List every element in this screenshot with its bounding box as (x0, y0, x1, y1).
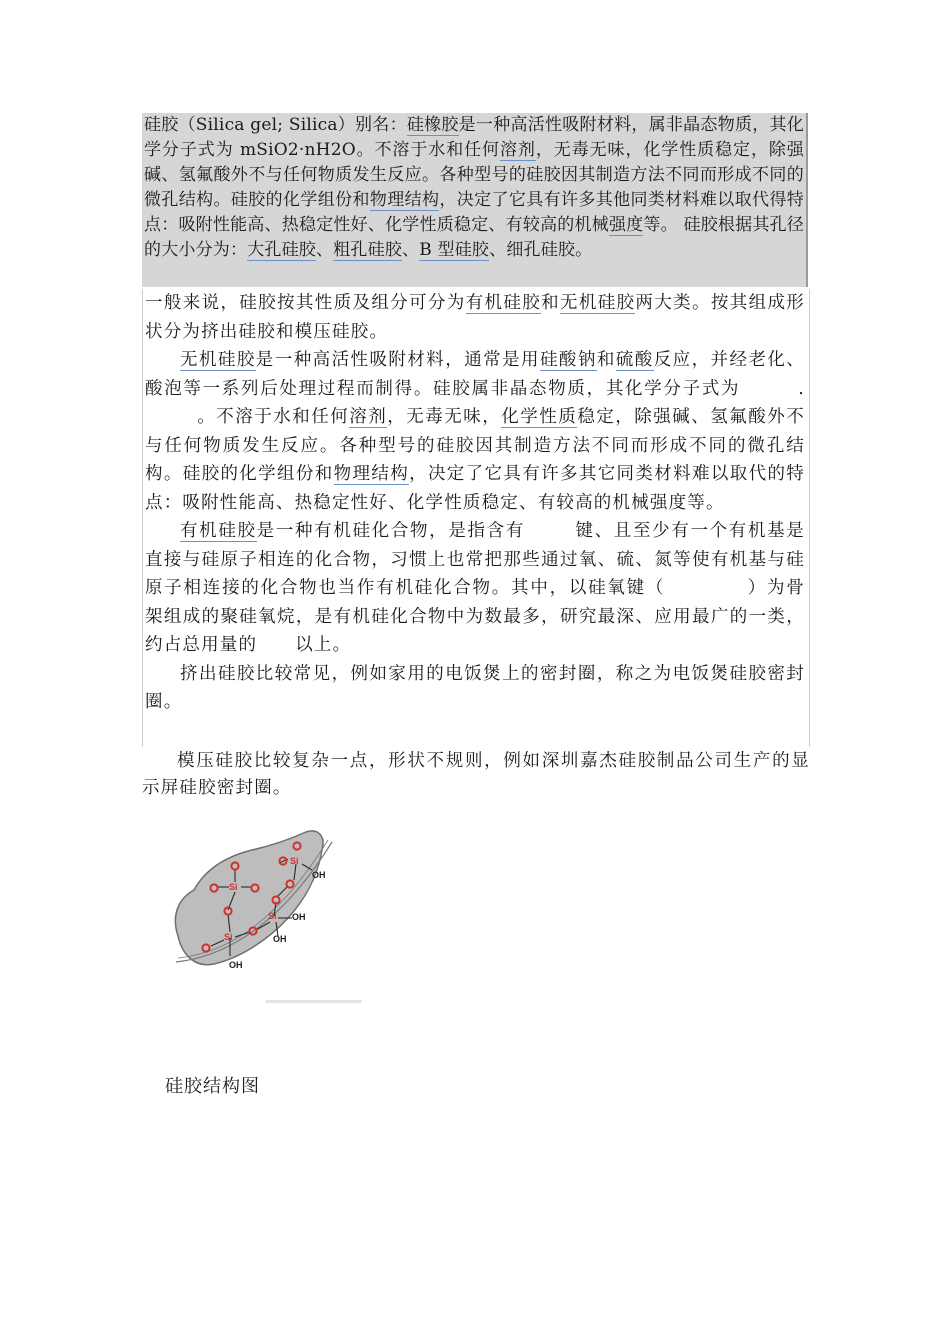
hydroxyl-label: OH (273, 934, 287, 944)
body-text-block (142, 289, 810, 747)
silica-structure-diagram (166, 818, 366, 1018)
link-inorganic-silica[interactable]: 无机硅胶 (559, 293, 636, 313)
text-run: ，决定了它具有许多其它同类材料难以取代的特点：吸附性能高、热稳定性好、化学性质稳定、有较高的机械强度等。 (145, 464, 806, 513)
link-macroporous-silica[interactable]: 大孔硅胶 (247, 240, 317, 260)
hydroxyl-label: OH (312, 870, 326, 880)
silicon-atom-label: Si (268, 911, 277, 921)
link-solvent[interactable]: 溶剂 (499, 140, 536, 160)
text-run: 、 (316, 240, 334, 260)
link-silicone-rubber[interactable]: 硅橡胶 (406, 115, 459, 135)
text-run: 和 (541, 293, 560, 313)
link-sulfuric-acid[interactable]: 硫酸 (615, 350, 654, 370)
text-run: 反应，并经老化、酸泡等一系列后处理过程而制得。硅胶属非晶态物质，其化学分子式为 (145, 350, 806, 399)
paragraph-extruded-silica: 挤出硅胶比较常见，例如家用的电饭煲上的密封圈，称之为电饭煲硅胶密封圈。 (145, 663, 805, 712)
link-type-b-silica[interactable]: B 型硅胶 (419, 240, 490, 260)
text-run: 键、且至少有一个有机基是直接与硅原子相连的化合物，习惯上也常把那些通过氧、硫、氮等使有机基与硅原子相连接的化合物也当作有机硅化合物。其中，以硅氧键（ (145, 521, 805, 598)
text-run: 、细孔硅胶。 (489, 240, 593, 260)
text-run: 是一种有机硅化合物，是指含有 (256, 521, 525, 541)
paragraph-molded-silica: 模压硅胶比较复杂一点，形状不规则，例如深圳嘉杰硅胶制品公司生产的显示屏硅胶密封圈。 (142, 751, 810, 798)
link-physical-structure[interactable]: 物理结构 (369, 190, 440, 210)
intro-highlight-block (142, 113, 808, 287)
hydroxyl-label: OH (229, 960, 243, 970)
text-run: 是一种高活性吸附材料，属非晶态物质，其化学分子式为 mSiO2·nH2O。不溶于水和任何 (144, 115, 804, 160)
text-run: . (798, 378, 805, 399)
after-block (142, 748, 810, 802)
text-run: 等。 硅胶根据其孔径的大小分为： (144, 215, 805, 260)
silicon-atom-label: Si (224, 932, 233, 942)
text-run: 硅胶（Silica gel; Silica）别名： (144, 115, 407, 135)
text-run: ，无毒无味， (387, 407, 502, 427)
text-run: 两大类。按其组成形状分为挤出硅胶和模压硅胶。 (145, 293, 806, 342)
link-chemical-property[interactable]: 化学性质 (501, 407, 578, 427)
link-strength[interactable]: 强度 (608, 215, 644, 235)
link-sodium-silicate[interactable]: 硅酸钠 (539, 350, 597, 370)
text-run: 稳定，除强碱、氢氟酸外不与任何物质发生反应。各种型号的硅胶因其制造方法不同而形成不同的微孔结构。硅胶的化学组份和 (145, 407, 805, 484)
silica-blob-shape (175, 831, 323, 965)
paragraph-organic-silica (145, 517, 805, 660)
paragraph-inorganic-silica (145, 346, 805, 517)
link-coarse-pore-silica[interactable]: 粗孔硅胶 (333, 240, 403, 260)
text-run: ，决定了它具有许多其他同类材料难以取代得特点：吸附性能高、热稳定性好、化学性质稳定、有较高的机械 (144, 190, 804, 235)
hydroxyl-label: OH (292, 912, 306, 922)
text-run: ，无毒无味，化学性质稳定，除强碱、氢氟酸外不与任何物质发生反应。各种型号的硅胶因其制造方法不同而形成不同的微孔结构。硅胶的化学组份和 (144, 140, 805, 210)
link-organic-silica[interactable]: 有机硅胶 (465, 293, 542, 313)
text-run: 。不溶于水和任何 (197, 407, 350, 427)
link-solvent[interactable]: 溶剂 (349, 407, 388, 427)
figure-caption: 硅胶结构图 (165, 1076, 260, 1097)
text-run: 以上。 (295, 635, 352, 655)
text-run: 和 (596, 350, 616, 370)
intro-paragraph (144, 113, 804, 263)
link-organic-silica[interactable]: 有机硅胶 (180, 521, 257, 541)
text-run: 是一种高活性吸附材料，通常是用 (255, 350, 540, 370)
link-inorganic-silica[interactable]: 无机硅胶 (180, 350, 256, 370)
text-run: 一般来说，硅胶按其性质及组分可分为 (145, 293, 466, 313)
silicon-atom-label: Si (290, 856, 299, 866)
link-physical-structure[interactable]: 物理结构 (333, 464, 410, 484)
paragraph-classification (145, 289, 805, 346)
silicon-atom-label: Si (229, 882, 238, 892)
text-run: 、 (402, 240, 420, 260)
text-run: ）为骨架组成的聚硅氧烷，是有机硅化合物中为数最多，研究最深、应用最广的一类，约占总用量的 (145, 578, 805, 655)
watermark-strip (266, 1000, 362, 1003)
